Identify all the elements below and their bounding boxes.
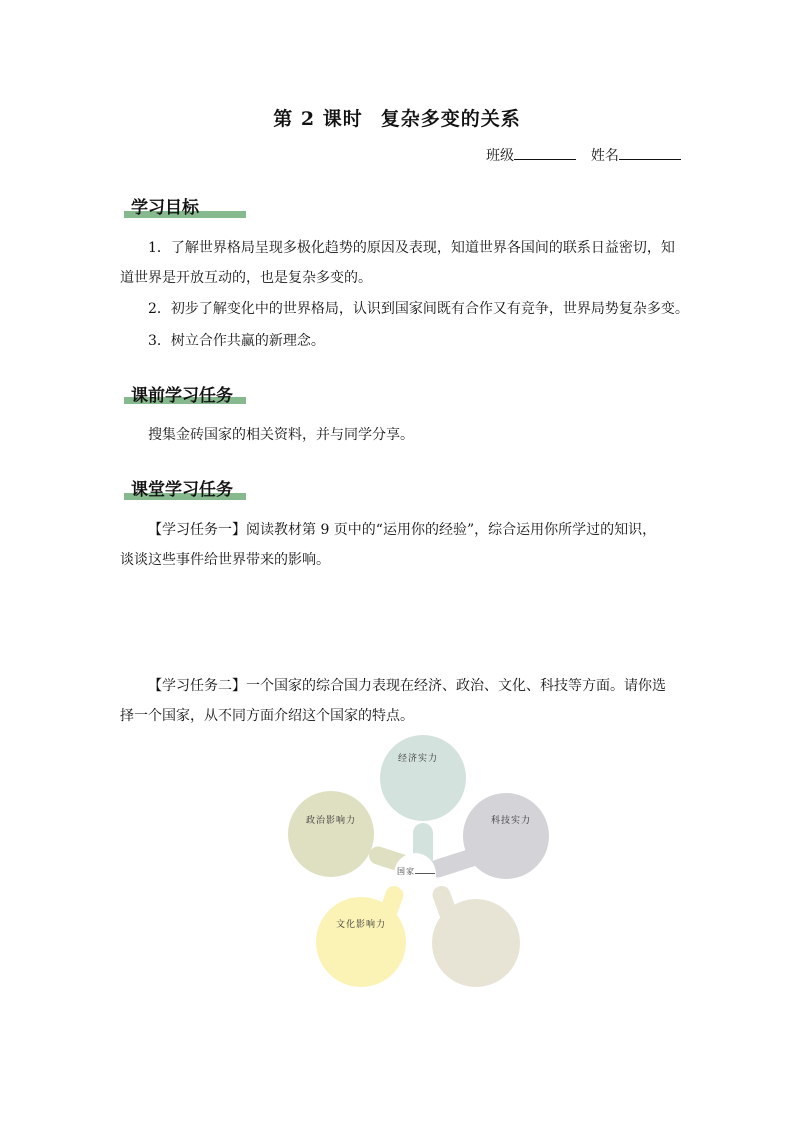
culture-bubble	[316, 897, 406, 987]
technology-label: 科技实力	[491, 816, 532, 826]
class-label: 班级	[486, 148, 514, 164]
page-title	[0, 104, 794, 131]
task2-line-1: 【学习任务二】一个国家的综合国力表现在经济、政治、文化、科技等方面。请你选	[148, 678, 666, 694]
lesson-number: 第 2 课时	[273, 108, 363, 130]
blank-aspect-bubble[interactable]	[432, 899, 520, 987]
section-heading-inclass: 课堂学习任务	[131, 480, 233, 500]
goal-item-3: 3．树立合作共赢的新理念。	[148, 333, 325, 349]
lesson-title: 复杂多变的关系	[380, 108, 521, 130]
class-name-line	[486, 145, 681, 165]
preclass-task-text: 搜集金砖国家的相关资料，并与同学分享。	[148, 427, 414, 443]
economy-label: 经济实力	[398, 754, 439, 764]
politics-label: 政治影响力	[306, 816, 357, 826]
national-power-diagram	[280, 735, 560, 995]
goal-item-1-line-1: 1．了解世界格局呈现多极化趋势的原因及表现，知道世界各国间的联系日益密切，知	[148, 240, 675, 256]
name-blank[interactable]	[619, 145, 681, 160]
section-heading-goals: 学习目标	[131, 198, 199, 218]
country-blank[interactable]	[415, 865, 435, 874]
class-blank[interactable]	[514, 145, 576, 160]
goal-item-2: 2．初步了解变化中的世界格局，认识到国家间既有合作又有竞争，世界局势复杂多变。	[148, 301, 689, 317]
economy-bubble	[380, 735, 466, 821]
task2-line-2: 择一个国家，从不同方面介绍这个国家的特点。	[120, 708, 414, 724]
task1-line-1: 【学习任务一】阅读教材第 9 页中的“运用你的经验”，综合运用你所学过的知识，	[148, 522, 657, 538]
goal-item-1-line-2: 道世界是开放互动的，也是复杂多变的。	[120, 270, 372, 286]
technology-bubble	[463, 793, 549, 879]
culture-label: 文化影响力	[336, 920, 387, 930]
task1-line-2: 谈谈这些事件给世界带来的影响。	[120, 552, 330, 568]
center-text: 国家	[397, 867, 415, 876]
name-label: 姓名	[590, 148, 619, 164]
center-label	[397, 865, 435, 877]
section-heading-preclass: 课前学习任务	[131, 386, 233, 406]
politics-bubble	[288, 791, 374, 877]
